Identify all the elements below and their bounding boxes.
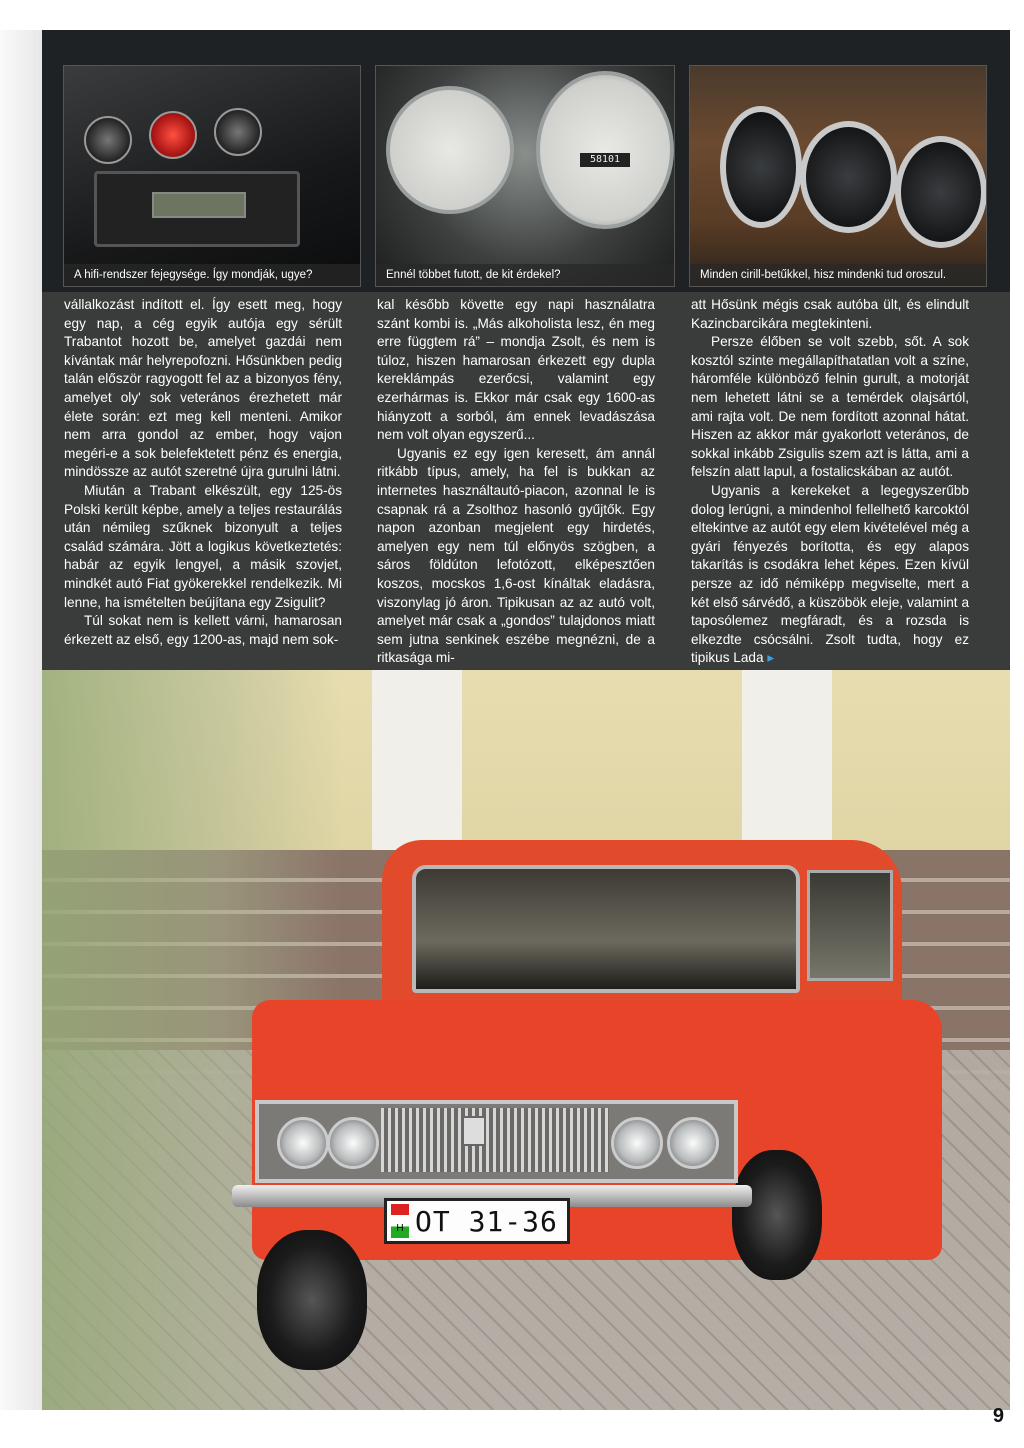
odometer-readout: 58101 <box>580 153 630 167</box>
gauge-icon <box>720 106 802 228</box>
tachometer-icon <box>386 86 514 214</box>
text-column-1 <box>64 296 342 649</box>
car-side-window <box>807 870 893 981</box>
paragraph: Persze élőben se volt szebb, sőt. A sok kosztól szinte megállapíthatatlan volt a színe, háromféle különböző felnin gurult, a motorját nem lehetett látni se a temérdek olajsártól, ami rajta volt. De nem fordított azonnal hátat. Hiszen az akkor már gyakorlott veterános, de sokkal inkább Zsigulis szem azt is látta, ami a felszín alatt lapul, a fostalicskában az autót. <box>691 334 969 480</box>
headlight-icon <box>277 1117 329 1169</box>
gauge-icon <box>895 136 987 248</box>
paragraph: vállalkozást indított el. Így esett meg, hogy egy nap, a cég egyik autója egy sérült Trabantot hozott be, amelyet gazdái nem kívántak már helyrepofozni. Hősünkben pedig talán először ragyogott fel az a bizonyos fény, amelyet oly' sok veterános érezhetett már élete során: ezt meg kell menteni. Amikor nem arra gondol az ember, hogy vajon megéri-e a sok belefektetett pénz és energia, mindössze az autót szeretné újra gurulni látni. <box>64 297 342 480</box>
dashboard-knob-icon <box>84 116 132 164</box>
paragraph: att Hősünk mégis csak autóba ült, és elindult Kazincbarcikára megtekinteni. <box>691 297 969 331</box>
paragraph: Ugyanis ez egy igen keresett, ám annál ritkább típus, amely, ha fel is bukkan az internetes használtautó-piacon, azonnal le is csapnak rá a Zsolthoz hasonló gyűjtők. Egy napon azonban megjelent egy hirdetés, amelyen egy nem túl előnyös szögben, a sáros földúton lefotózott, elképesztően koszos, mocskos 1,6-ost kínáltak eladásra, viszonylag jó áron. Tipikusan az az autó volt, amelyet már csak a „gondos” tulajdonos miatt sem jutna senkinek eszébe megnézni, de a ritkasága mi- <box>377 445 655 666</box>
license-plate <box>384 1198 570 1244</box>
car-grille <box>255 1100 738 1183</box>
speedometer-icon <box>536 71 674 229</box>
radio-unit-icon <box>94 171 300 247</box>
headlight-icon <box>667 1117 719 1169</box>
photo-speedometer <box>375 65 675 287</box>
paragraph-text: Ugyanis a kerekeket a legegyszerűbb dolog lerúgni, a mindenhol fellelhető karcoktól eltekintve az autót egy elem kivételével még a gyári fényezés borította, és egy alapos takarítás is csodákra lehet képes. Ezen kívül persze az idő némiképp megviselte, mert a két első sárvédő, a küszöbök eleje, valamint a taposólemez megfáradt, és a rozsda is elkezdte csócsálni. Zsolt tudta, hogy ez tipikus Lada <box>691 482 969 666</box>
photo-red-lada <box>42 670 1010 1410</box>
paragraph: Miután a Trabant elkészült, egy 125-ös Polski került képbe, amely a teljes restaurálás után némileg szűknek bizonyult a teljes család számára. Jött a logikus következtetés: habár az egyik lengyel, a másik szovjet, mindkét autó Fiat gyökerekkel rendelkezik. Mi lenne, ha ismételten beújítana egy Zsigulit? <box>64 482 342 610</box>
radio-display <box>152 192 246 218</box>
page-gutter-shade <box>0 30 45 1410</box>
continue-arrow-icon: ▸ <box>767 650 775 666</box>
red-switch-icon <box>149 111 197 159</box>
caption-photo-3: Minden cirill-betűkkel, hisz mindenki tud oroszul. <box>690 264 986 286</box>
text-column-3 <box>691 296 969 668</box>
dashboard-knob-icon <box>214 108 262 156</box>
paragraph: kal később követte egy napi használatra szánt kombi is. „Más alkoholista lesz, én meg erre függtem rá” – mondja Zsolt, és nem is túloz, hiszen hamarosan érkezett egy dupla kereklámpás ezerőcsi, valamint egy ezerhármas is. Ekkor már csak egy 1600-as hiányzott a sorból, ám ennek levadászása nem volt olyan egyszerű... <box>377 297 655 443</box>
paragraph <box>691 482 969 668</box>
plate-number: OT 31-36 <box>415 1204 558 1238</box>
grille-bars <box>381 1108 609 1172</box>
page-number: 9 <box>992 1405 1004 1427</box>
headlight-icon <box>611 1117 663 1169</box>
wheel-icon <box>257 1230 367 1370</box>
wheel-icon <box>732 1150 822 1280</box>
car-windshield <box>412 865 800 993</box>
paragraph: Túl sokat nem is kellett várni, hamarosan érkezett az első, egy 1200-as, majd nem sok- <box>64 613 342 647</box>
caption-photo-1: A hifi-rendszer fejegysége. Így mondják, ugye? <box>64 264 360 286</box>
gauge-icon <box>800 121 897 233</box>
plate-country-code: H <box>391 1204 409 1238</box>
photo-wood-dashboard <box>689 65 987 287</box>
lada-badge-icon <box>462 1116 486 1146</box>
text-column-2 <box>377 296 655 668</box>
headlight-icon <box>327 1117 379 1169</box>
caption-photo-2: Ennél többet futott, de kit érdekel? <box>376 264 674 286</box>
photo-hifi-head-unit <box>63 65 361 287</box>
